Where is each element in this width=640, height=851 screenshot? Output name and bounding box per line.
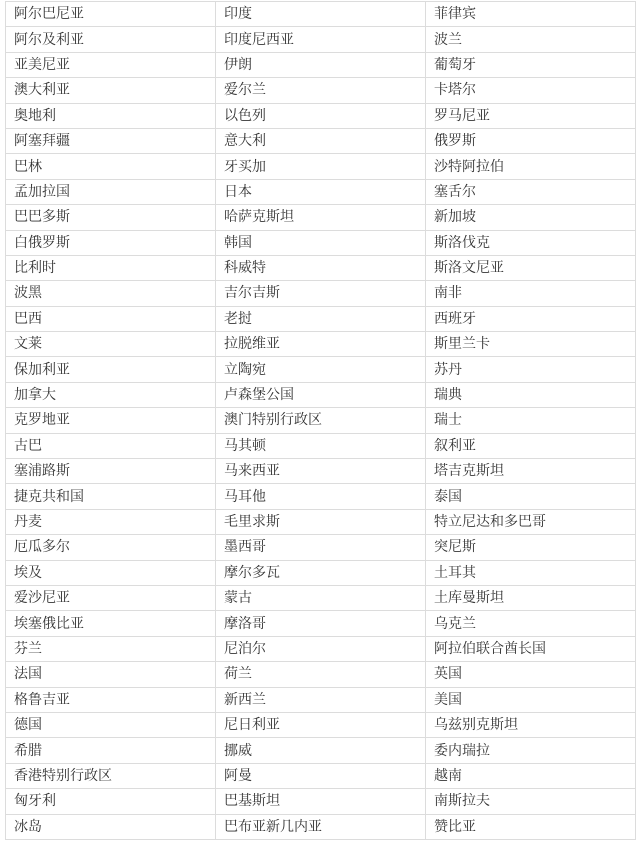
country-cell: 新西兰 (216, 687, 426, 712)
table-row (6, 814, 636, 839)
table-row (6, 408, 636, 433)
country-cell: 塞浦路斯 (6, 459, 216, 484)
country-cell: 立陶宛 (216, 357, 426, 382)
country-table-body (6, 2, 636, 840)
country-cell: 毛里求斯 (216, 509, 426, 534)
table-row (6, 382, 636, 407)
country-cell: 阿塞拜疆 (6, 128, 216, 153)
country-cell: 马耳他 (216, 484, 426, 509)
country-cell: 斯洛伐克 (426, 230, 636, 255)
country-cell: 古巴 (6, 433, 216, 458)
table-row (6, 281, 636, 306)
country-cell: 罗马尼亚 (426, 103, 636, 128)
country-cell: 韩国 (216, 230, 426, 255)
country-cell: 委内瑞拉 (426, 738, 636, 763)
country-cell: 卢森堡公国 (216, 382, 426, 407)
table-row (6, 52, 636, 77)
country-cell: 文莱 (6, 332, 216, 357)
country-cell: 日本 (216, 179, 426, 204)
table-row (6, 611, 636, 636)
country-cell: 哈萨克斯坦 (216, 205, 426, 230)
country-cell: 亚美尼亚 (6, 52, 216, 77)
country-cell: 匈牙利 (6, 789, 216, 814)
table-row (6, 103, 636, 128)
country-cell: 波黑 (6, 281, 216, 306)
country-cell: 叙利亚 (426, 433, 636, 458)
country-cell: 斯洛文尼亚 (426, 255, 636, 280)
country-cell: 埃塞俄比亚 (6, 611, 216, 636)
country-table (5, 1, 636, 840)
country-cell: 印度 (216, 2, 426, 27)
country-cell: 阿尔巴尼亚 (6, 2, 216, 27)
country-cell: 摩洛哥 (216, 611, 426, 636)
country-cell: 荷兰 (216, 662, 426, 687)
country-cell: 芬兰 (6, 636, 216, 661)
country-cell: 意大利 (216, 128, 426, 153)
country-cell: 瑞士 (426, 408, 636, 433)
table-row (6, 306, 636, 331)
country-cell: 泰国 (426, 484, 636, 509)
country-cell: 巴布亚新几内亚 (216, 814, 426, 839)
country-cell: 瑞典 (426, 382, 636, 407)
country-cell: 菲律宾 (426, 2, 636, 27)
table-row (6, 230, 636, 255)
table-row (6, 357, 636, 382)
country-cell: 爱沙尼亚 (6, 585, 216, 610)
country-cell: 南非 (426, 281, 636, 306)
table-row (6, 78, 636, 103)
country-cell: 巴基斯坦 (216, 789, 426, 814)
country-cell: 波兰 (426, 27, 636, 52)
country-table-container (5, 1, 635, 840)
table-row (6, 459, 636, 484)
country-cell: 土库曼斯坦 (426, 585, 636, 610)
table-row (6, 128, 636, 153)
country-cell: 澳大利亚 (6, 78, 216, 103)
country-cell: 法国 (6, 662, 216, 687)
country-cell: 斯里兰卡 (426, 332, 636, 357)
country-cell: 捷克共和国 (6, 484, 216, 509)
country-cell: 印度尼西亚 (216, 27, 426, 52)
country-cell: 塞舌尔 (426, 179, 636, 204)
country-cell: 伊朗 (216, 52, 426, 77)
table-row (6, 255, 636, 280)
country-cell: 蒙古 (216, 585, 426, 610)
country-cell: 吉尔吉斯 (216, 281, 426, 306)
table-row (6, 332, 636, 357)
table-row (6, 687, 636, 712)
country-cell: 尼日利亚 (216, 712, 426, 737)
country-cell: 奥地利 (6, 103, 216, 128)
country-cell: 比利时 (6, 255, 216, 280)
country-cell: 希腊 (6, 738, 216, 763)
country-cell: 俄罗斯 (426, 128, 636, 153)
country-cell: 尼泊尔 (216, 636, 426, 661)
country-cell: 苏丹 (426, 357, 636, 382)
country-cell: 英国 (426, 662, 636, 687)
table-row (6, 2, 636, 27)
country-cell: 越南 (426, 763, 636, 788)
country-cell: 乌克兰 (426, 611, 636, 636)
country-cell: 葡萄牙 (426, 52, 636, 77)
country-cell: 卡塔尔 (426, 78, 636, 103)
country-cell: 摩尔多瓦 (216, 560, 426, 585)
table-row (6, 205, 636, 230)
table-row (6, 662, 636, 687)
country-cell: 以色列 (216, 103, 426, 128)
country-cell: 爱尔兰 (216, 78, 426, 103)
table-row (6, 484, 636, 509)
country-cell: 香港特别行政区 (6, 763, 216, 788)
country-cell: 塔吉克斯坦 (426, 459, 636, 484)
country-cell: 保加利亚 (6, 357, 216, 382)
country-cell: 牙买加 (216, 154, 426, 179)
table-row (6, 789, 636, 814)
country-cell: 西班牙 (426, 306, 636, 331)
country-cell: 澳门特别行政区 (216, 408, 426, 433)
country-cell: 马其顿 (216, 433, 426, 458)
country-cell: 沙特阿拉伯 (426, 154, 636, 179)
country-cell: 科威特 (216, 255, 426, 280)
country-cell: 赞比亚 (426, 814, 636, 839)
table-row (6, 712, 636, 737)
country-cell: 埃及 (6, 560, 216, 585)
table-row (6, 585, 636, 610)
country-cell: 冰岛 (6, 814, 216, 839)
table-row (6, 433, 636, 458)
table-row (6, 535, 636, 560)
country-cell: 孟加拉国 (6, 179, 216, 204)
country-cell: 克罗地亚 (6, 408, 216, 433)
country-cell: 巴巴多斯 (6, 205, 216, 230)
country-cell: 格鲁吉亚 (6, 687, 216, 712)
country-cell: 新加坡 (426, 205, 636, 230)
country-cell: 巴西 (6, 306, 216, 331)
country-cell: 德国 (6, 712, 216, 737)
country-cell: 挪威 (216, 738, 426, 763)
country-cell: 美国 (426, 687, 636, 712)
table-row (6, 154, 636, 179)
country-cell: 老挝 (216, 306, 426, 331)
table-row (6, 509, 636, 534)
table-row (6, 763, 636, 788)
table-row (6, 27, 636, 52)
table-row (6, 179, 636, 204)
country-cell: 白俄罗斯 (6, 230, 216, 255)
country-cell: 突尼斯 (426, 535, 636, 560)
country-cell: 厄瓜多尔 (6, 535, 216, 560)
country-cell: 阿曼 (216, 763, 426, 788)
table-row (6, 636, 636, 661)
country-cell: 巴林 (6, 154, 216, 179)
country-cell: 墨西哥 (216, 535, 426, 560)
country-cell: 马来西亚 (216, 459, 426, 484)
country-cell: 阿尔及利亚 (6, 27, 216, 52)
country-cell: 拉脱维亚 (216, 332, 426, 357)
country-cell: 阿拉伯联合酋长国 (426, 636, 636, 661)
country-cell: 土耳其 (426, 560, 636, 585)
table-row (6, 738, 636, 763)
country-cell: 南斯拉夫 (426, 789, 636, 814)
country-cell: 乌兹别克斯坦 (426, 712, 636, 737)
country-cell: 加拿大 (6, 382, 216, 407)
country-cell: 特立尼达和多巴哥 (426, 509, 636, 534)
country-cell: 丹麦 (6, 509, 216, 534)
table-row (6, 560, 636, 585)
